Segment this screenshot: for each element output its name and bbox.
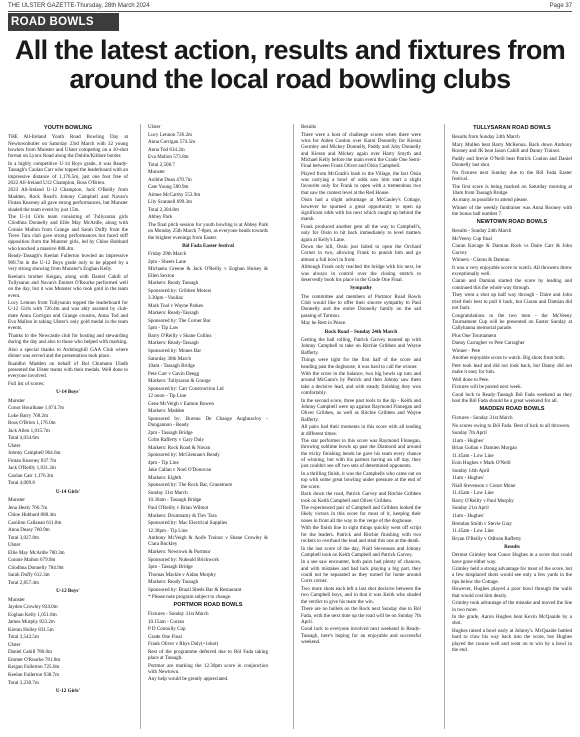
article-paragraph: 10am - Tassagh Bridge — [148, 363, 195, 370]
article-paragraph: Sponsored by: Brazil Sheds Bar & Restaurant — [148, 586, 242, 593]
newspaper-dateline: THE ULSTER GAZETTE-Thursday, 28th March 2024 — [8, 3, 150, 9]
article-paragraph: Kieran Holley 831.5m — [8, 626, 54, 633]
article-paragraph: * Please note program subject to change. — [148, 594, 232, 601]
article-paragraph: Winner - Pete — [452, 347, 481, 354]
subheading: U-14 Boys' — [56, 389, 80, 396]
section-heading: MADDEN ROAD BOWLS — [479, 405, 545, 412]
article-paragraph: Niall Stevenson v Conor Mone — [452, 482, 516, 489]
article-paragraph: Fixtures - Sunday 31st March — [148, 611, 209, 618]
article-paragraph: Brendan Smith v Stevie Gray — [452, 520, 512, 527]
article-paragraph: Mary Mullen beat Barry McKenna. Back down Anthony Rooney and JK beat Jason Cahill and Danny Trainor. — [452, 141, 572, 155]
article-paragraph: Although Frank only reached the bridge with his next, he was always in control over the closing stretch to deservedly book his place in the Grade One Final. — [301, 264, 421, 284]
article-paragraph: Luke Barry 768.2m — [8, 412, 49, 419]
article-paragraph: In a highly competitive U-14 Boys grade, it was Ready-Tassagh's Caolan Carr who topped the leaderboard with an impressive distance of 1,176.5m, just one foot free of 2022 All-Ireland U12 Champion, Ross O'Brien. — [8, 160, 128, 186]
section-heading: TULLYSARAN ROAD BOWLS — [473, 125, 551, 131]
column-divider — [293, 124, 294, 729]
article-paragraph: The experienced pair of Campbell and Gribben looked the likely victors in this score for most of it, keeping their noses in front all the way to the verge of the doghouse. — [301, 505, 421, 524]
article-paragraph: Ulster — [148, 124, 161, 130]
article-paragraph: Jack O'Reilly 1,031.2m — [8, 465, 56, 472]
article-paragraph: Dermot Grimley beat Conor Hughes in a score that could have gone either way. — [452, 552, 572, 565]
article-paragraph: Lily Scannell 699.3m — [148, 199, 192, 206]
article-paragraph: Connie Mallon 679.9m — [8, 557, 56, 564]
article-paragraph: Total 3,542.5m — [8, 634, 39, 641]
article-paragraph: Jayden Crowley 834.0m — [8, 604, 58, 611]
article-paragraph: Markers: Eighth — [148, 474, 182, 481]
article-paragraph: Markers: Ready-Tassagh — [148, 340, 199, 347]
article-paragraph: Getting the ball rolling, Patrick Garvey teamed up with Johnny Campbell to take on Ritchie Gribben and Wayne Rafferty. — [301, 336, 421, 356]
article-paragraph: Pete Carr v Gavin Deegg — [148, 370, 200, 377]
article-paragraph: Results from Sunday 24th March — [452, 134, 520, 141]
article-paragraph: Played from McGrath's bush to the Village, the fact Oisin was carrying a bowl of odds saw him start a slight favourite only for Frank to open with a tremendous two that saw the contest level at the Red House. — [301, 170, 421, 196]
article-paragraph: Sunday 14th April — [452, 467, 490, 474]
article-paragraph: 4pm - Tip Line — [148, 459, 179, 466]
article-paragraph: Frank Oliver v Rhys Daly(+1shot) — [148, 641, 219, 648]
article-paragraph: Grimley took advantage of the mistake and moved the line in two more. — [452, 600, 572, 613]
article-column-1 — [8, 124, 128, 732]
article-paragraph: Daniel Cahill 786.0m — [8, 649, 52, 656]
article-paragraph: Markers: Newtown & Portmor — [148, 548, 211, 555]
article-paragraph: Eva Mallon 573.8m — [148, 154, 189, 161]
article-paragraph: No scores owing to Ból Fada. Best of luck to all throwers. — [452, 422, 571, 429]
article-paragraph: McVeeny Cup final — [452, 235, 492, 242]
article-paragraph: Hughes raised a bowl early at Johnny's. McQuaide battled hard to claw his way back into the score, but Hughes played the course well and went on to win by a bowl in the end. — [452, 627, 572, 653]
article-paragraph: 12.30pm - Tip Line — [148, 527, 188, 534]
article-paragraph: Congratulations to the two men - the McVeeny Tournament Cup will be presented on Easter Sunday at Callyhanna memorial parade. — [452, 312, 572, 332]
article-paragraph: THE All-Ireland Youth Road Bowling Day at Newtownbutler on Saturday 23rd March with 32 young bowlers from Munster and Ulster competing on a 10-shot format on Lyons Road along the Dublin/Kildare border. — [8, 134, 128, 160]
article-paragraph: In the second score, three past tools to the tip - Keith and Johnny Campbell were up against Raymond Finnegan and Oliver Gribben, as well as Ritchie Gribben and Wayne Rafferty. — [301, 397, 421, 423]
column-divider — [444, 124, 445, 729]
article-paragraph: Ellie May McArdle 780.3m — [8, 549, 65, 556]
article-paragraph: Total 3,230.7m — [8, 679, 39, 686]
article-paragraph: Ulster — [8, 442, 21, 449]
section-heading: PORTMOR ROAD BOWLS — [173, 601, 243, 608]
article-paragraph: Two more shots each left a last shot decisive between the two Campbell boys, and in that it was Keith who shaded the verdict to give his team the win. — [301, 585, 421, 605]
article-paragraph: Plus One Tournament — [452, 332, 497, 339]
article-paragraph: Ready-Tassagh's Keelan Fullerton bowled an impressive 968.7m in the U-12 Boys grade only to be pipped by a very strong showing from Munster's Eoghan Kelly. — [8, 253, 128, 272]
article-paragraph: 3.30pm - Vauliaz — [148, 295, 183, 302]
article-paragraph: Friday 29th March — [148, 251, 187, 258]
article-paragraph: Sponsored by: Nuheald Brickwork — [148, 556, 219, 563]
article-paragraph: Anna Deasy 760.9m — [8, 527, 50, 534]
article-paragraph: Grimley held a strong advantage for most of the score, but a few misplaced shots would see only a few yards in the tips below the Cottage. — [452, 566, 572, 585]
article-paragraph: Jack Allen 1,015.7m — [8, 427, 50, 434]
article-paragraph: 5pm - Tip Law — [148, 325, 179, 332]
article-column-2 — [148, 124, 268, 732]
article-paragraph: Chloe Hubbard 888.4m — [8, 512, 56, 519]
article-paragraph: The first score is being marked on Saturday morning at 10am from Tassagh Bridge. — [452, 183, 572, 196]
article-paragraph: Markers: Rock Road & Navan — [148, 444, 211, 451]
article-paragraph: Sarah Duffy 612.3m — [8, 572, 50, 579]
article-paragraph: Sponsored by: The Rock Bar, Granemore — [148, 482, 233, 489]
article-paragraph: Cate Young 580.9m — [148, 184, 189, 191]
article-paragraph: Eoin Hughes v Mark O'Neill — [452, 460, 511, 467]
article-paragraph: Total 2,857.4m — [8, 580, 39, 586]
article-paragraph: 2pm - Tassagh Bridge — [148, 429, 193, 436]
article-paragraph: With the score in the balance, two big bowls up into and around McGann's by Patrick and then Johnny saw them take a decisive lead, and with steady finishing they won comfortably. — [301, 371, 421, 397]
article-paragraph: 12 noon - Tip Line — [148, 393, 187, 400]
article-paragraph: 11.45am - Low Line — [452, 452, 494, 459]
article-paragraph: It was a very enjoyable score to watch. All throwers threw exceptionally well. — [452, 264, 572, 277]
article-paragraph: In the last score of the day, Niall Stevenson and Johnny Campbell took on Keith Campbell and Patrick Garvey. — [301, 545, 421, 558]
article-paragraph: Lucy Lennon 726.2m — [148, 131, 192, 138]
article-paragraph: James Murphy 823.2m — [8, 619, 55, 626]
article-paragraph: Conor Hourihane 1,074.7m — [8, 405, 65, 412]
article-paragraph: Markers: Ready-Tassagh — [148, 310, 199, 317]
article-paragraph: Total 2,304.8m — [148, 206, 179, 213]
article-paragraph: Paddy and Stevie O'Neill beat Patrick Conlon and Daniel Donnelly last shot. — [452, 155, 572, 169]
article-paragraph: Paul O'Reilly v Brian Wilmot — [148, 504, 209, 511]
section-heading: YOUTH BOWLING — [43, 125, 93, 131]
article-paragraph: Sponsored by: Bureau De Change Aughnacloy - Dungannon - Ready — [148, 415, 268, 429]
article-paragraph: Also a special thanks to Ardoboghill GAA Club where dinner was served and the presentation took place. — [8, 346, 128, 360]
subheading: Ból Fada Easter festival — [182, 242, 234, 249]
article-paragraph: Ross O'Brien 1,176.0m — [8, 420, 56, 427]
article-paragraph: Anna Corrigan 574.5m — [148, 139, 196, 146]
article-paragraph: Total 3,027.8m — [8, 534, 39, 541]
article-paragraph: Markers: Drumnamy & Tiev Tara — [148, 512, 217, 519]
article-paragraph: Well done to Pete. — [452, 376, 490, 383]
article-paragraph: Sunday 31st March — [148, 489, 188, 496]
article-paragraph: With the finish line in sight things quickly went off script for the leaders. Patrick and Ritchie finishing with two rockets to overhaul the lead and steal this one at the death. — [301, 525, 421, 544]
article-paragraph: Good luck to Ready-Tassagh Ból Fada weekend as they host the Ból Fada should be a great weekend for all. — [452, 391, 572, 405]
article-paragraph: As many as possible to attend please. — [452, 197, 528, 204]
subheading: Sympathy — [349, 285, 373, 292]
article-paragraph: In the grade, Aaron Hughes beat Kevin McQuaide by a shot. — [452, 614, 572, 627]
article-paragraph: Thanks to the Newcastle club for hosting and stewarding during the day and also to those who helped with marking. — [8, 332, 128, 346]
article-paragraph: Frank produced another gem all the way to Campbell's, only for Oisin to hit back immediately to level matters again at Kelly's Lane. — [301, 223, 421, 243]
article-paragraph: Abbey Park — [148, 214, 173, 221]
article-paragraph: Jena Healy 766.7m — [8, 504, 48, 511]
article-paragraph: Total 2,508.7 — [148, 161, 175, 168]
article-paragraph: 10.30am - Tassagh Bridge — [148, 497, 202, 504]
article-paragraph: 11.45am - Low Line — [452, 528, 494, 535]
article-paragraph: Markers: Madden — [148, 408, 185, 415]
article-paragraph: Emmet O'Rourke 781.0m — [8, 656, 61, 663]
article-paragraph: Aimee McCarthy 553.9m — [148, 191, 201, 198]
article-paragraph: Ulster — [8, 542, 21, 549]
article-paragraph: Any help would be greatly appreciated. — [148, 676, 229, 683]
article-paragraph: Munster — [8, 596, 25, 603]
article-paragraph: The star performer in this score was Raymond Finnegan, throwing sublime bowls up past the Diamond and around the tricky finishing bends he gave his team every chance of winning, but with his partner having an off day, they just couldn't see off two sets of determined opponents. — [301, 438, 421, 470]
article-paragraph: Markers: Ready Tassagh — [148, 579, 199, 586]
article-paragraph: Munster — [8, 397, 25, 404]
article-paragraph: They went a shot up half way through - Daire and John tried their best to pull it back, but Ciaran and Damian did not fault. — [452, 292, 572, 312]
page-header — [8, 2, 572, 11]
article-paragraph: Anthony McVeigh & Aoife Trainor v Shane Crowley & Ciara Buckley — [148, 535, 268, 548]
article-paragraph: Sponsored by: McGlennan's Ready — [148, 452, 220, 459]
article-paragraph: Down the hill, Oisin just failed to open the Orchard Corner in two, allowing Frank to punish him and go almost a full bowl in front. — [301, 244, 421, 263]
article-paragraph: Fintan Kearney 837.7m — [8, 457, 57, 464]
article-paragraph: Sponsored by: Gribben Motors — [148, 287, 212, 294]
article-paragraph: The committee and members of Portmor Road Bowls Club would like to offer their sincere sympathy to Paul Donnelly and the entire Donnelly family on the sad passing of Tarmon. — [301, 293, 421, 319]
article-paragraph: Good luck to everyone involved next weekend in Ready-Tassagh, here's hoping for an enjoyable and successful weekend. — [301, 626, 421, 646]
article-column-3 — [301, 124, 421, 732]
article-paragraph: Brian Gollan v Damien Morgan — [452, 445, 517, 452]
article-paragraph: Johnny Campbell 964.6m — [8, 450, 61, 457]
article-paragraph: No fixtures next Sunday due to the Ból Fada Easter festival. — [452, 169, 572, 182]
article-paragraph: May he Rest in Peace. — [301, 320, 347, 327]
article-paragraph: Thomas Mackle v Aidan Murphy — [148, 571, 216, 578]
article-paragraph: In a thrilling finish, it was the Campbells who came out on top with some great bowling under pressure at the end of the score. — [301, 470, 421, 490]
article-paragraph: Michaela Greene & Jack O'Reilly v Eoghan Hulsey & Ellen Sexton — [148, 266, 268, 279]
article-paragraph: Munster — [8, 497, 25, 504]
article-paragraph: Eoghan Kelly 1,051.8m — [8, 611, 57, 618]
article-paragraph: Sponsored by: Carr Construction Ltd — [148, 385, 224, 392]
subheading: U-14 Girls' — [55, 488, 81, 495]
header-rule — [8, 11, 572, 12]
article-paragraph: Cliodhna Donnelly 784.9m — [8, 564, 64, 571]
article-paragraph: Ruaidhri Madden on behalf of Bol Chumann Uladh presented the Ulster teams with their medals. Well done to everyone involved. — [8, 360, 128, 380]
article-paragraph: Sponsored by: The Corner Bar — [148, 317, 211, 324]
article-paragraph: Things were tight for the first half of the score and heading past the doghouse, it was hard to call the winner. — [301, 357, 421, 370]
article-paragraph: Bryan O'Reilly v Odhran Rafferty — [452, 535, 522, 542]
subheading: Rock Road – Sunday 24th March — [324, 328, 398, 335]
article-paragraph: Danny Carragher vs Pete Carragher — [452, 340, 525, 347]
article-paragraph: Back down the road, Patrick Garvey and Ritchie Gribben took on Keith Campbell and Oliver Gribben. — [301, 491, 421, 504]
article-paragraph: Winners - Ciaran & Damian — [452, 257, 510, 264]
article-paragraph: 11am - Hughes' — [452, 475, 484, 482]
article-paragraph: Total 4,034.6m — [8, 435, 39, 442]
article-paragraph: 10.15am - Curran — [148, 618, 185, 625]
article-paragraph: The final pitch session for youth bowling is at Abbey Park on Monday 25th March 7-8pm, as everyone heads towards the brighter evenings from Easter. — [148, 221, 268, 241]
subheading: Results — [504, 543, 520, 550]
article-paragraph: Pete took lead and did not look back, but Danny did not make it easy for him. — [452, 362, 572, 376]
article-paragraph: There are no bullets on the Rock next Sunday due to Ból Fada, with the next time up the road will be on Sunday 7th April. — [301, 606, 421, 625]
article-paragraph: Keelan Fullerton 938.7m — [8, 672, 60, 678]
article-paragraph: Another enjoyable score to watch. Big shots from both. — [452, 355, 565, 362]
article-paragraph: 11am - Hughes' — [452, 437, 484, 444]
section-banner: ROAD BOWLS — [8, 13, 119, 31]
article-paragraph: Grade One Final — [148, 633, 182, 640]
article-paragraph: Saturday 30th March — [148, 355, 192, 362]
subheading: U-12 Boys' — [56, 588, 80, 595]
article-paragraph: Sunday 21st April — [452, 505, 489, 512]
article-paragraph: 2023 All-Ireland U-12 Champion, Jack O'Reilly from Madden, Rock Road's Johnny Campbell and Navan's Fintan Kearney all gave strong performances, but Munster shaded the team event by just 15m. — [8, 187, 128, 213]
article-paragraph: All pairs had their moments in this score with all leading at different times. — [301, 424, 421, 437]
article-paragraph: Sponsored by: Mones Bar — [148, 348, 202, 354]
article-paragraph: Results — [301, 124, 317, 130]
article-paragraph: Ciaran and Damian started the score by leading and continued this the whole way through. — [452, 278, 572, 291]
article-paragraph: Aoibhe Dean 470.7m — [148, 176, 192, 183]
article-paragraph: Mark Toal v Wayne Parkes — [148, 302, 204, 309]
article-paragraph: Jake Callan v Noel O'Donovan — [148, 467, 212, 474]
article-paragraph: 11.45am - Low Line — [452, 490, 494, 497]
article-paragraph: 2pm - Sheets Lane — [148, 258, 187, 265]
article-paragraph: Fixtures will be posted next week. — [452, 384, 522, 391]
article-paragraph: Sponsored by: Mac Electrical Supplies — [148, 520, 228, 527]
article-paragraph: 3pm - Tassagh Bridge — [148, 564, 193, 571]
article-paragraph: Fixtures - Sunday 31st March — [452, 415, 513, 422]
article-paragraph: Markers: Ready Tassagh — [148, 280, 199, 287]
article-paragraph: There were a host of challenge scores when there were wins for Aiden Conlon over Karol Donnelly for Kieran Gormley and Mickey Donnelly, Paddy and Joby Donnelly and Kieran and Mickey again over Harry Smyth and Michael Kelly before the main event the Grade One Semi-Final between Frank Oliver and Oisin Campbell. — [301, 131, 421, 170]
article-paragraph: Results - Sunday 24th March — [452, 228, 512, 235]
page-headline: All the latest action, results and fixtures from around the local road bowling clubs — [14, 35, 566, 94]
page-number: Page 37 — [549, 3, 572, 9]
article-paragraph: Portmor are marking the 12.30pm score in conjunction with Newtown. — [148, 662, 268, 675]
article-paragraph: Full list of scores: — [8, 380, 45, 387]
article-paragraph: Anna Tod 634.2m — [148, 146, 185, 153]
section-heading: NEWTOWN ROAD BOWLS — [476, 218, 548, 225]
article-paragraph: In a see saw encounter, both pairs had plenty of chances, and with mistakes and bad luck playing a big part, they could not be separated as they turned for home around Corrs corner. — [301, 559, 421, 585]
article-paragraph: Keelan's brother Keigan, along with Daniel Cahill of Tullysaran and Navan's Emmet O'Rourke performed well on the day, but it was Munster who took gold in the team event. — [8, 273, 128, 299]
article-paragraph: Lucy Lennon from Tullysaran topped the leaderboard for U-12 Girls with 726.4m and was ably assisted by club-mate Anna Corrigan and Grange cousins, Anna Tod and Eva Mallon in taking Ulster's only gold medal in the team events. — [8, 300, 128, 332]
article-paragraph: Markers: Tullysaran & Grange — [148, 378, 211, 385]
article-paragraph: Total 4,009.8 — [8, 480, 35, 487]
article-paragraph: Colm Rafferty v Gary Daly — [148, 437, 204, 444]
article-paragraph: 11am - Hughes' — [452, 512, 484, 519]
article-paragraph: Ulster — [8, 641, 21, 648]
article-paragraph: Barry O'Reilly v Paul Murphy — [452, 497, 514, 504]
article-paragraph: Sunday 7th April — [452, 430, 487, 437]
article-paragraph: Oisin had a slight advantage at McCauley's Cottage, however he spurned a great opportunity to open up significant odds with his next which caught up behind the marsh. — [301, 197, 421, 223]
article-paragraph: The U-14 Girls team consisting of Tullysaran girls Cliodhna Donnelly and Ellie May McArdle, along with Connie Mallon from Grange and Sarah Duffy from the Tieve Tara club gave strong performances but faced stiff opposition from the Munster girls, led by Chloe Hubbard who knocked a massive 888.4m. — [8, 214, 128, 252]
article-paragraph: Ciaran Kavage & Damian Rock vs Daire Carr & John Garvey — [452, 243, 572, 256]
article-column-4 — [452, 124, 572, 732]
article-paragraph: However, Hughes played a poor bowl through the walls that would cost him dearly. — [452, 586, 572, 599]
article-paragraph: Caolan Carr 1,176.3m — [8, 472, 54, 479]
article-paragraph: Munster — [148, 169, 165, 176]
article-paragraph: Gene McVeigh v Eamon Bowen — [148, 400, 214, 407]
article-paragraph: P D Connolly Cup — [148, 626, 186, 633]
article-paragraph: Caoilinn Callanan 611.8m — [8, 519, 62, 526]
column-divider — [140, 124, 141, 729]
article-paragraph: Winner of the weekly fundraiser was Anna Rooney with the bonus ball number 7. — [452, 204, 572, 218]
article-paragraph: Rest of the programme deferred due to Ból Fada taking place at Tassagh. — [148, 648, 268, 662]
article-paragraph: Barry O'Reilly v Shane Collins — [148, 332, 212, 339]
subheading: U-12 Girls' — [55, 687, 81, 694]
article-paragraph: Keigan Fullerton 725.0m — [8, 664, 60, 671]
